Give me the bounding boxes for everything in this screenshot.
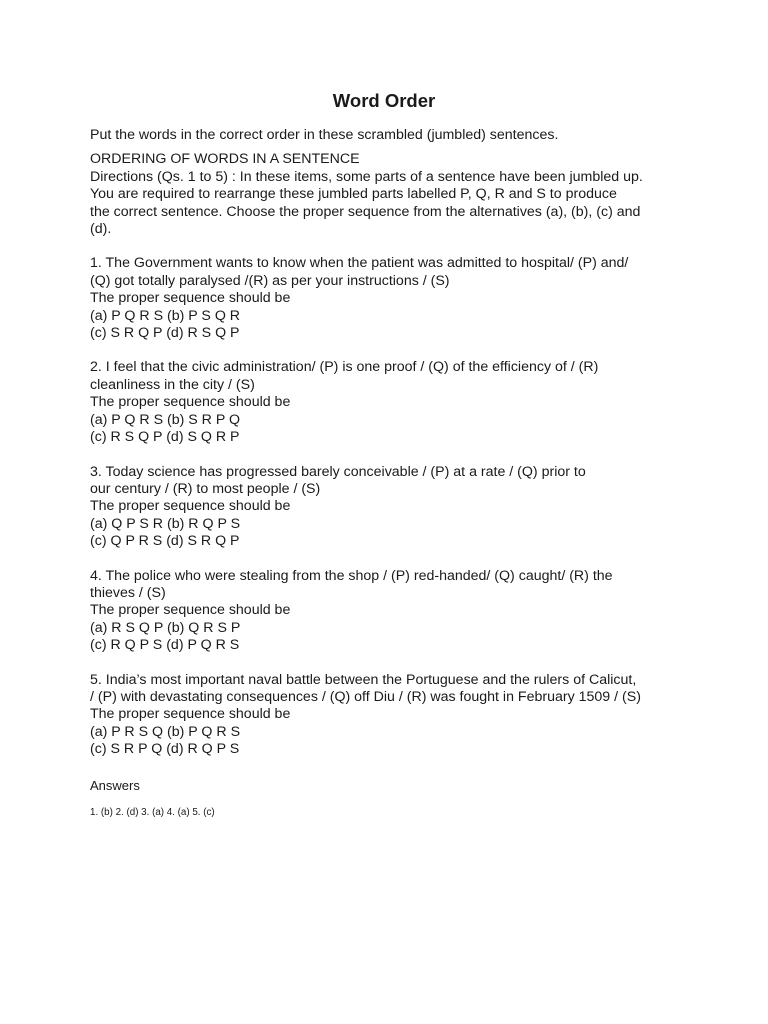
question-prompt: The proper sequence should be	[90, 706, 291, 723]
question-options: (c) S R Q P (d) R S Q P	[90, 325, 240, 342]
directions-line: You are required to rearrange these jumbled parts labelled P, Q, R and S to produce	[90, 186, 617, 203]
question-2	[90, 359, 690, 446]
question-options: (c) R Q P S (d) P Q R S	[90, 637, 240, 654]
question-text-line: cleanliness in the city / (S)	[90, 376, 255, 393]
directions-line: the correct sentence. Choose the proper sequence from the alternatives (a), (b), (c) and	[90, 203, 641, 220]
question-text-line: 2. I feel that the civic administration/ (P) is one proof / (Q) of the efficiency of / (R)	[90, 359, 599, 376]
question-3	[90, 464, 690, 551]
question-options: (c) S R P Q (d) R Q P S	[90, 741, 240, 758]
question-5	[90, 672, 690, 759]
directions-line: Directions (Qs. 1 to 5) : In these items, some parts of a sentence have been jumbled up.	[90, 168, 643, 185]
question-options: (a) Q P S R (b) R Q P S	[90, 515, 241, 532]
page-title: Word Order	[332, 90, 436, 111]
document-body	[90, 127, 690, 819]
question-text-line: 1. The Government wants to know when the patient was admitted to hospital/ (P) and/	[90, 255, 629, 272]
intro-text: Put the words in the correct order in these scrambled (jumbled) sentences.	[90, 127, 559, 143]
question-options: (c) R S Q P (d) S Q R P	[90, 429, 240, 446]
question-prompt: The proper sequence should be	[90, 290, 291, 307]
question-1	[90, 255, 690, 342]
question-text-line: (Q) got totally paralysed /(R) as per your instructions / (S)	[90, 272, 450, 289]
question-text-line: / (P) with devastating consequences / (Q) off Diu / (R) was fought in February 1509 / (S)	[90, 688, 641, 705]
question-prompt: The proper sequence should be	[90, 394, 291, 411]
section-heading: ORDERING OF WORDS IN A SENTENCE	[90, 151, 360, 168]
question-options: (a) R S Q P (b) Q R S P	[90, 619, 241, 636]
question-4	[90, 568, 690, 655]
question-options: (a) P Q R S (b) P S Q R	[90, 307, 241, 324]
question-options: (c) Q P R S (d) S R Q P	[90, 533, 240, 550]
directions-line: (d).	[90, 221, 112, 238]
answers-heading: Answers	[90, 777, 140, 793]
question-text-line: 4. The police who were stealing from the shop / (P) red-handed/ (Q) caught/ (R) the	[90, 567, 613, 584]
question-text-line: 3. Today science has progressed barely conceivable / (P) at a rate / (Q) prior to	[90, 463, 586, 480]
question-text-line: our century / (R) to most people / (S)	[90, 480, 321, 497]
directions-paragraph	[90, 169, 690, 239]
question-text-line: 5. India’s most important naval battle between the Portuguese and the rulers of Calicut,	[90, 671, 637, 688]
question-options: (a) P R S Q (b) P Q R S	[90, 723, 241, 740]
question-prompt: The proper sequence should be	[90, 602, 291, 619]
answers-list: 1. (b) 2. (d) 3. (a) 4. (a) 5. (c)	[90, 806, 215, 818]
question-prompt: The proper sequence should be	[90, 498, 291, 515]
question-options: (a) P Q R S (b) S R P Q	[90, 411, 241, 428]
question-text-line: thieves / (S)	[90, 584, 166, 601]
